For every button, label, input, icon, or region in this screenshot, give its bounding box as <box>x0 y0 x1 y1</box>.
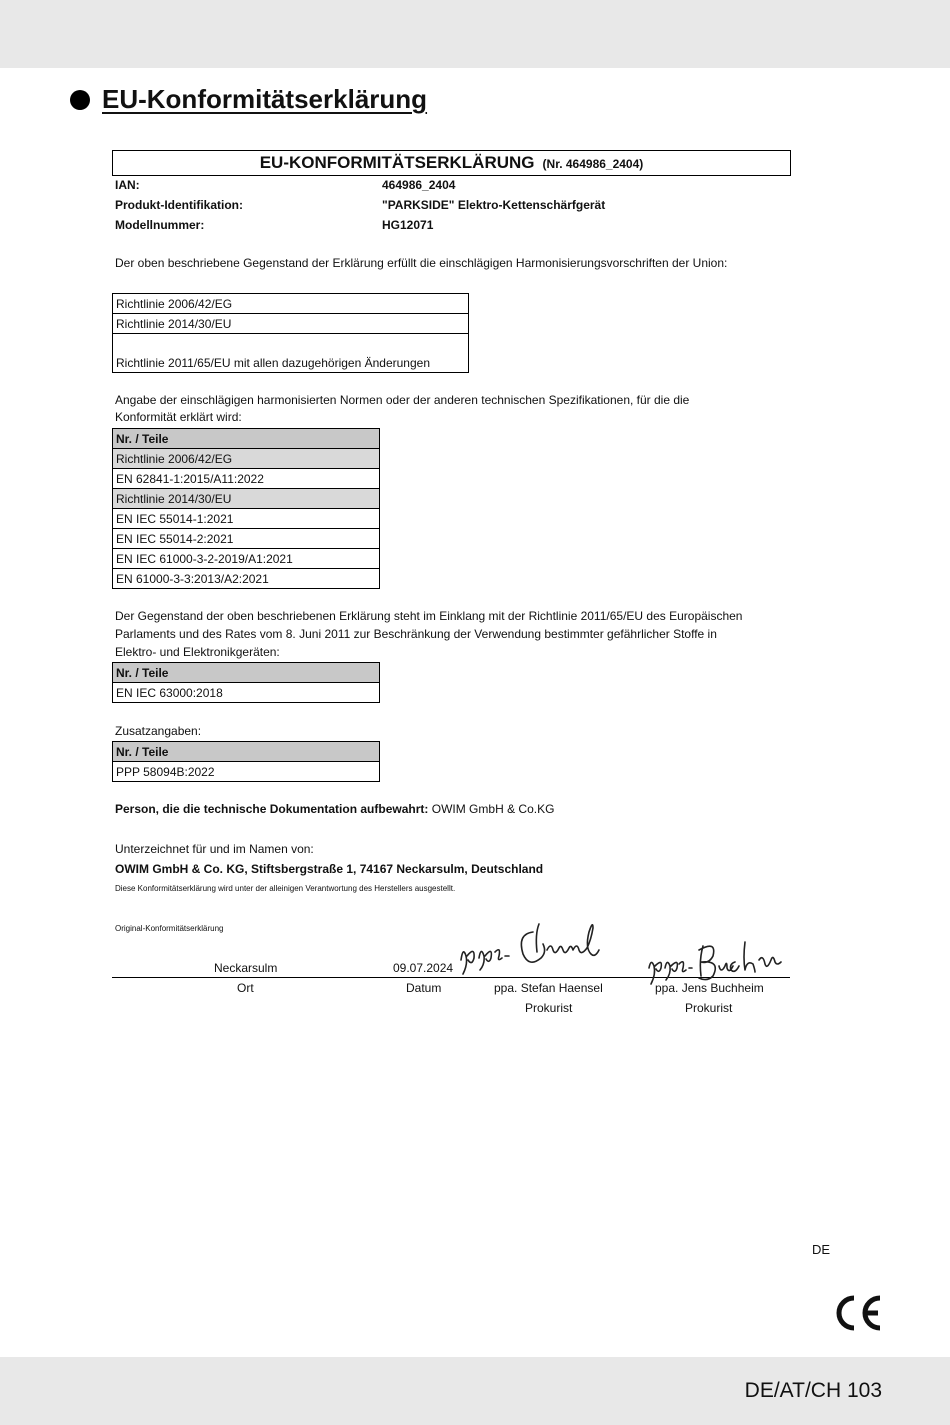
directives-table <box>112 293 469 373</box>
standards-header-cell: Nr. / Teile <box>113 429 380 449</box>
docs-keeper <box>115 802 554 816</box>
standards-intro-line1: Angabe der einschlägigen harmonisierten Normen oder der anderen technischen Spezifikationen, für die die <box>115 393 690 407</box>
table-row <box>113 489 380 509</box>
standard-cell: EN 62841-1:2015/A11:2022 <box>113 469 380 489</box>
table-row <box>113 742 380 762</box>
standards-intro-line2: Konformität erklärt wird: <box>115 410 242 424</box>
standard-cell: EN IEC 55014-1:2021 <box>113 509 380 529</box>
field-ian-label: IAN: <box>115 178 140 192</box>
field-model-label: Modellnummer: <box>115 218 205 232</box>
page-title: EU-Konformitätserklärung <box>102 84 428 114</box>
table-row <box>113 529 380 549</box>
harmonisation-intro: Der oben beschriebene Gegenstand der Erklärung erfüllt die einschlägigen Harmonisierungsvorschriften der Union: <box>115 256 728 270</box>
place-value: Neckarsulm <box>214 961 278 975</box>
standard-cell: EN IEC 55014-2:2021 <box>113 529 380 549</box>
standard-cell: EN IEC 61000-3-2-2019/A1:2021 <box>113 549 380 569</box>
date-value: 09.07.2024 <box>393 961 454 975</box>
docs-keeper-label: Person, die die technische Dokumentation aufbewahrt: <box>115 802 429 816</box>
original-note: Original-Konformitätserklärung <box>115 924 224 933</box>
directive-cell: Richtlinie 2006/42/EG <box>113 294 469 314</box>
table-row <box>113 683 380 703</box>
table-row <box>113 294 469 314</box>
docs-keeper-value: OWIM GmbH & Co.KG <box>431 802 555 816</box>
rohs-text-line3: Elektro- und Elektronikgeräten: <box>115 645 280 659</box>
rohs-value-cell: EN IEC 63000:2018 <box>113 683 380 703</box>
directive-cell: Richtlinie 2011/65/EU mit allen dazugehörigen Änderungen <box>113 334 469 373</box>
standard-cell: Richtlinie 2006/42/EG <box>113 449 380 469</box>
page-number: DE/AT/CH 103 <box>744 1379 882 1402</box>
standard-cell: Richtlinie 2014/30/EU <box>113 489 380 509</box>
date-label: Datum <box>406 981 442 995</box>
signer1-name: ppa. Stefan Haensel <box>494 981 603 995</box>
table-row <box>113 569 380 589</box>
responsibility-note: Diese Konformitätserklärung wird unter der alleinigen Verantwortung des Herstellers ausgestellt. <box>115 884 456 893</box>
field-product-label: Produkt-Identifikation: <box>115 198 243 212</box>
field-ian-value: 464986_2404 <box>382 178 456 192</box>
rohs-text-line1: Der Gegenstand der oben beschriebenen Erklärung steht im Einklang mit der Richtlinie 2011/65/EU des Europäischen <box>115 609 743 623</box>
ce-mark-icon <box>832 1294 884 1332</box>
table-row <box>113 334 469 373</box>
table-row <box>113 762 380 782</box>
extra-info-label: Zusatzangaben: <box>115 724 202 738</box>
signed-for-text: Unterzeichnet für und im Namen von: <box>115 842 314 856</box>
declaration-number: (Nr. 464986_2404) <box>542 157 644 171</box>
rohs-text-line2: Parlaments und des Rates vom 8. Juni 2011 zur Beschränkung der Verwendung bestimmter gefährlicher Stoffe in <box>115 627 717 641</box>
standards-table <box>112 428 380 589</box>
rohs-header-cell: Nr. / Teile <box>113 663 380 683</box>
field-model-value: HG12071 <box>382 218 434 232</box>
standard-cell: EN 61000-3-3:2013/A2:2021 <box>113 569 380 589</box>
extra-header-cell: Nr. / Teile <box>113 742 380 762</box>
extra-value-cell: PPP 58094B:2022 <box>113 762 380 782</box>
place-label: Ort <box>237 981 254 995</box>
table-row <box>113 429 380 449</box>
table-row <box>113 509 380 529</box>
rohs-table <box>112 662 380 703</box>
table-row <box>113 549 380 569</box>
signer2-role: Prokurist <box>685 1001 733 1015</box>
declaration-title-box <box>112 150 791 176</box>
table-row <box>113 469 380 489</box>
declaration-title: EU-KONFORMITÄTSERKLÄRUNG <box>259 153 535 172</box>
language-marker: DE <box>812 1242 831 1257</box>
table-row <box>113 314 469 334</box>
extra-info-table <box>112 741 380 782</box>
field-product-value: "PARKSIDE" Elektro-Kettenschärfgerät <box>382 198 606 212</box>
company-address: OWIM GmbH & Co. KG, Stiftsbergstraße 1, 74167 Neckarsulm, Deutschland <box>115 862 544 876</box>
signer2-name: ppa. Jens Buchheim <box>655 981 764 995</box>
directive-cell: Richtlinie 2014/30/EU <box>113 314 469 334</box>
table-row <box>113 663 380 683</box>
signer1-role: Prokurist <box>525 1001 573 1015</box>
table-row <box>113 449 380 469</box>
